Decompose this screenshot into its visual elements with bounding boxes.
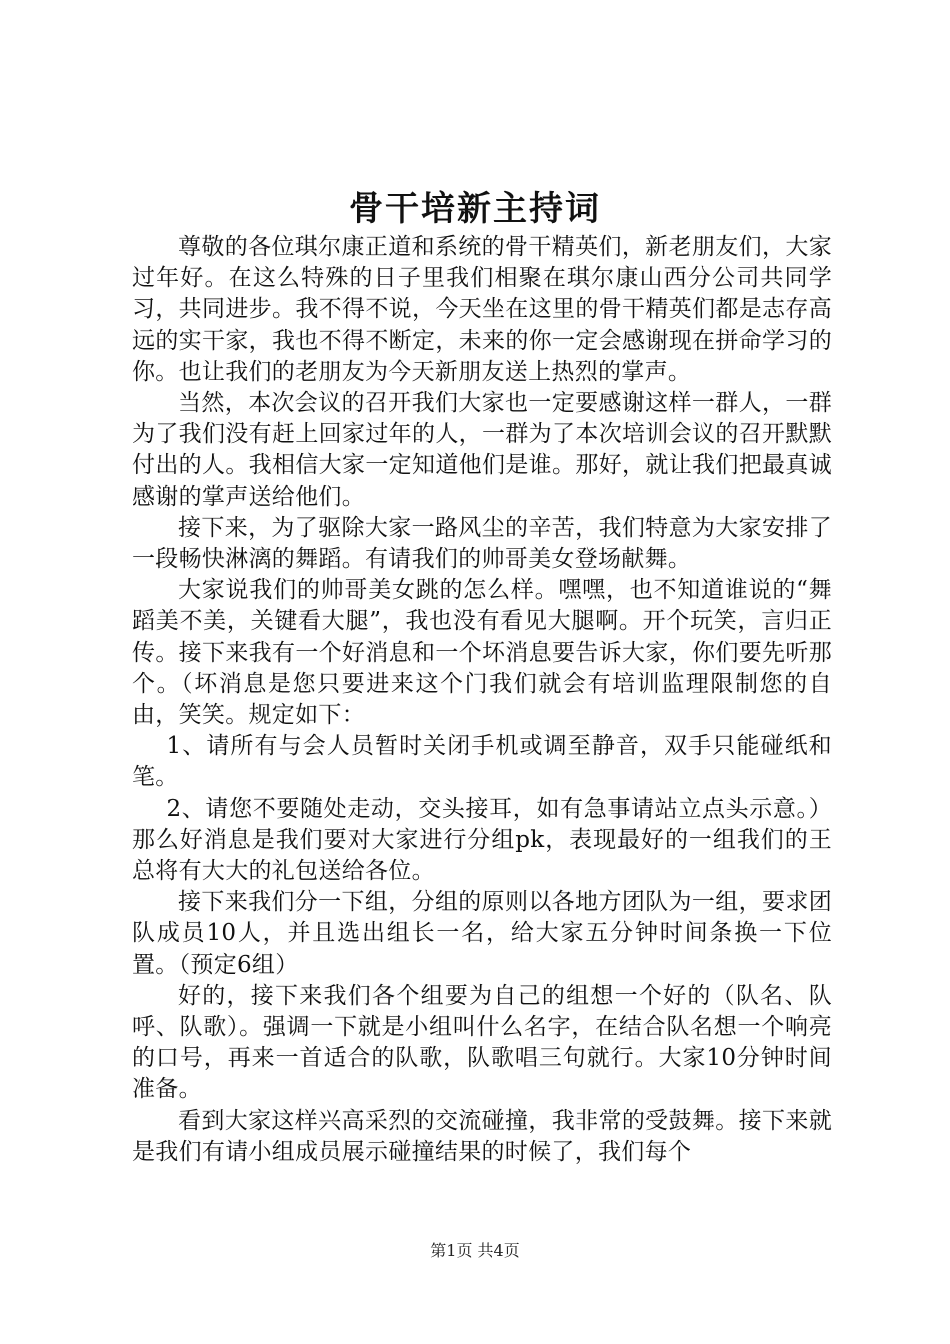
paragraph-dance: 接下来，为了驱除大家一路风尘的辛苦，我们特意为大家安排了一段畅快淋漓的舞蹈。有请我们的帅哥美女登场献舞。 bbox=[132, 514, 832, 573]
rule-item-1: 1、请所有与会人员暂时关闭手机或调至静音，双手只能碰纸和笔。 bbox=[132, 733, 832, 791]
document-body bbox=[132, 232, 832, 1168]
document-title: 骨干培新主持词 bbox=[349, 189, 601, 229]
paragraph-greeting: 尊敬的各位琪尔康正道和系统的骨干精英们，新老朋友们，大家过年好。在这么特殊的日子里我们相聚在琪尔康山西分公司共同学习，共同进步。我不得不说，今天坐在这里的骨干精英们都是志存高远的实干家，我也不得不断定，未来的你一定会感谢现在拼命学习的你。也让我们的老朋友为今天新朋友送上热烈的掌声。 bbox=[132, 234, 832, 385]
page-number-footer: 第1页 共4页 bbox=[430, 1241, 520, 1260]
paragraph-news: 大家说我们的帅哥美女跳的怎么样。嘿嘿，也不知道谁说的“舞蹈美不美，关键看大腿”，我也没有看见大腿啊。开个玩笑，言归正传。接下来我有一个好消息和一个坏消息要告诉大家，你们要先听那个。（坏消息是您只要进来这个门我们就会有培训监理限制您的自由，笑笑。规定如下： bbox=[132, 577, 832, 729]
paragraph-showcase: 看到大家这样兴高采烈的交流碰撞，我非常的受鼓舞。接下来就是我们有请小组成员展示碰撞结果的时候了，我们每个 bbox=[132, 1107, 832, 1165]
paragraph-grouping: 接下来我们分一下组，分组的原则以各地方团队为一组，要求团队成员10人，并且选出组长一名，给大家五分钟时间条换一下位置。（预定6组） bbox=[132, 889, 832, 978]
paragraph-thanks: 当然，本次会议的召开我们大家也一定要感谢这样一群人，一群为了我们没有赶上回家过年的人，一群为了本次培训会议的召开默默付出的人。我相信大家一定知道他们是谁。那好，就让我们把最真诚感谢的掌声送给他们。 bbox=[132, 390, 832, 510]
rule-item-2: 2、请您不要随处走动，交头接耳，如有急事请站立点头示意。）那么好消息是我们要对大家进行分组pk，表现最好的一组我们的王总将有大大的礼包送给各位。 bbox=[132, 795, 832, 885]
paragraph-team-identity: 好的，接下来我们各个组要为自己的组想一个好的（队名、队呼、队歌）。强调一下就是小组叫什么名字，在结合队名想一个响亮的口号，再来一首适合的队歌，队歌唱三句就行。大家10分钟时间准备。 bbox=[132, 982, 832, 1103]
